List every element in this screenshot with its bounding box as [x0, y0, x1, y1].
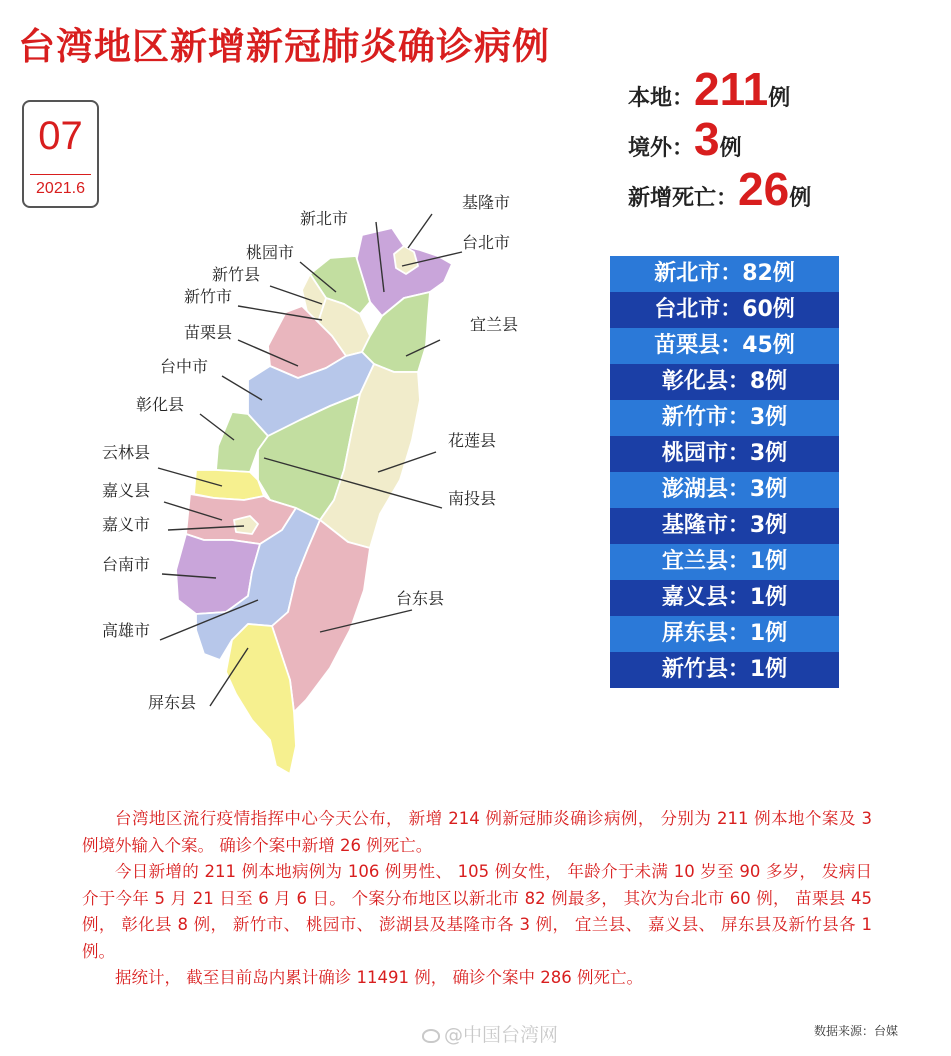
label-chiayi-county: 嘉义县: [102, 481, 151, 500]
label-taipei: 台北市: [462, 233, 511, 252]
stat-deaths: [628, 162, 812, 215]
paragraph: 台湾地区流行疫情指挥中心今天公布， 新增 214 例新冠肺炎确诊病例， 分别为 211 例本地个案及 3 例境外输入个案。 确诊个案中新增 26 例死亡。: [82, 809, 872, 855]
stat-value: 3: [694, 113, 720, 165]
label-nantou: 南投县: [448, 489, 497, 508]
date-divider: [30, 174, 91, 175]
label-hsinchu-county: 新竹县: [212, 265, 261, 284]
label-taitung: 台东县: [396, 589, 445, 608]
label-yunlin: 云林县: [102, 443, 151, 462]
paragraph: 据统计， 截至目前岛内累计确诊 11491 例， 确诊个案中 286 例死亡。: [115, 968, 643, 987]
watermark-text: @中国台湾网: [444, 1024, 559, 1046]
label-hualien: 花莲县: [448, 431, 497, 450]
taiwan-map: [96, 186, 526, 786]
date-day: 07: [38, 114, 83, 158]
watermark: [422, 1020, 558, 1047]
list-item: 桃园市：3例: [610, 436, 839, 472]
stat-label: 新增死亡：: [628, 186, 739, 211]
page-title: 台湾地区新增新冠肺炎确诊病例: [18, 25, 550, 68]
list-item: 新北市：82例: [610, 256, 839, 292]
weibo-icon: [422, 1029, 440, 1043]
date-year-month: 2021.6: [36, 180, 85, 197]
stat-imported: [628, 112, 811, 165]
stat-local: [628, 62, 811, 115]
stat-value: 26: [738, 163, 790, 215]
announcement-text: [82, 806, 872, 992]
label-keelung: 基隆市: [462, 193, 511, 212]
list-item: 苗栗县：45例: [610, 328, 839, 364]
stat-label: 本地：: [628, 86, 695, 111]
label-taichung: 台中市: [160, 357, 209, 376]
label-new-taipei: 新北市: [300, 209, 349, 228]
stat-unit: 例: [719, 136, 742, 161]
list-item: 新竹市：3例: [610, 400, 839, 436]
list-item: 基隆市：3例: [610, 508, 839, 544]
list-item: 台北市：60例: [610, 292, 839, 328]
label-tainan: 台南市: [102, 555, 151, 574]
data-source: 数据来源：台媒: [814, 1024, 899, 1038]
stat-label: 境外：: [628, 136, 695, 161]
list-item: 屏东县：1例: [610, 616, 839, 652]
label-changhua: 彰化县: [136, 395, 185, 414]
date-card: [22, 100, 99, 208]
label-pingtung: 屏东县: [148, 693, 197, 712]
label-miaoli: 苗栗县: [184, 323, 233, 342]
label-chiayi-city: 嘉义市: [102, 515, 151, 534]
list-item: 澎湖县：3例: [610, 472, 839, 508]
list-item: 嘉义县：1例: [610, 580, 839, 616]
label-kaohsiung: 高雄市: [102, 621, 151, 640]
case-stats: [628, 62, 812, 215]
label-hsinchu-city: 新竹市: [184, 287, 233, 306]
stat-unit: 例: [768, 86, 791, 111]
stat-unit: 例: [789, 186, 812, 211]
stat-value: 211: [694, 63, 769, 115]
list-item: 宜兰县：1例: [610, 544, 839, 580]
label-yilan: 宜兰县: [470, 315, 519, 334]
label-taoyuan: 桃园市: [246, 243, 295, 262]
list-item: 新竹县：1例: [610, 652, 839, 688]
region-yunlin: [194, 470, 264, 500]
region-case-list: [610, 256, 839, 688]
paragraph: 今日新增的 211 例本地病例为 106 例男性、 105 例女性， 年龄介于未满 10 岁至 90 多岁， 发病日介于今年 5 月 21 日至 6 月 6 日。 个案分布地区以新北市 82 例最多， 其次为台北市 60 例， 苗栗县 45 例， 彰化县 8 例， 新竹市、 桃园市、 澎湖县及基隆市各 3 例， 宜兰县、 嘉义县、 屏东县及新竹县各 1 例。: [82, 862, 872, 961]
list-item: 彰化县：8例: [610, 364, 839, 400]
